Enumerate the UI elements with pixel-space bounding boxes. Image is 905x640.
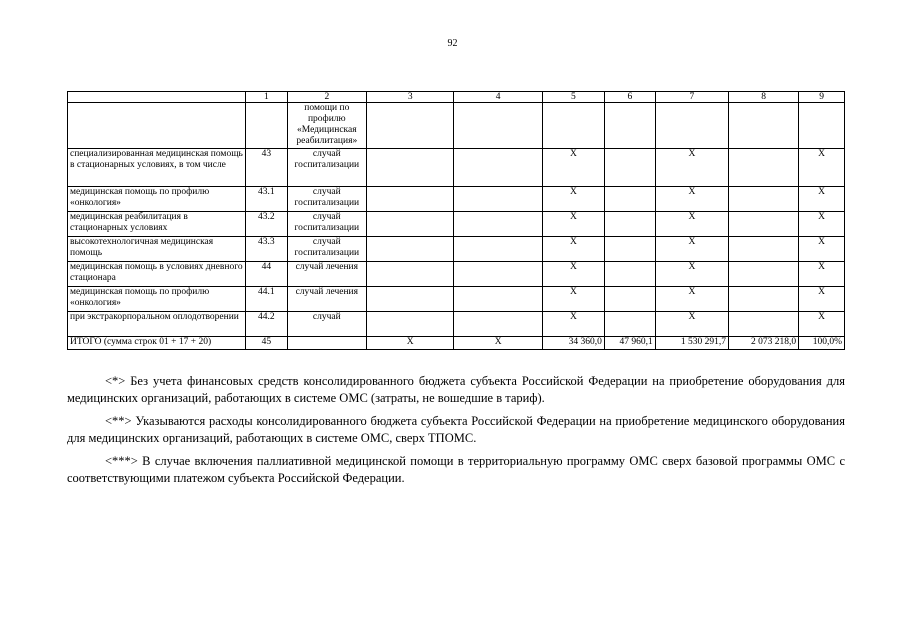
table-cell — [728, 103, 798, 149]
row-label: медицинская помощь по профилю «онкология» — [68, 287, 246, 312]
header-row — [68, 92, 845, 103]
row-code: 43 — [245, 149, 287, 187]
table-cell — [366, 187, 453, 212]
table-cell: 100,0% — [799, 337, 845, 350]
header-cell: 1 — [245, 92, 287, 103]
table-cell — [604, 287, 655, 312]
table-cell — [655, 103, 728, 149]
table-cell — [542, 103, 604, 149]
table-cell: X — [799, 149, 845, 187]
row-label — [68, 103, 246, 149]
row-unit: случай госпитализации — [287, 149, 366, 187]
row-code: 43.1 — [245, 187, 287, 212]
row-code — [245, 103, 287, 149]
row-unit: случай лечения — [287, 262, 366, 287]
table-row — [68, 212, 845, 237]
header-cell: 7 — [655, 92, 728, 103]
footnote-1: <*> Без учета финансовых средств консолидированного бюджета субъекта Российской Федерации на приобретение оборудования для медицинских организаций, работающих в системе ОМС (затраты, не вошедшие в тариф). — [67, 374, 845, 405]
table-row — [68, 103, 845, 149]
table-cell: X — [655, 212, 728, 237]
table-cell — [454, 187, 542, 212]
table-cell: 1 530 291,7 — [655, 337, 728, 350]
table-cell — [604, 149, 655, 187]
row-code: 44 — [245, 262, 287, 287]
row-label: при экстракорпоральном оплодотворении — [68, 312, 246, 337]
table-cell — [728, 287, 798, 312]
table-cell: X — [542, 287, 604, 312]
row-code: 43.2 — [245, 212, 287, 237]
table-cell: X — [454, 337, 542, 350]
table-cell — [604, 187, 655, 212]
table-cell — [604, 103, 655, 149]
row-unit: случай госпитализации — [287, 237, 366, 262]
table-cell — [799, 103, 845, 149]
row-unit: помощи по профилю «Медицинская реабилитация» — [287, 103, 366, 149]
header-cell: 6 — [604, 92, 655, 103]
header-cell: 9 — [799, 92, 845, 103]
data-table — [67, 91, 845, 350]
table-cell — [728, 187, 798, 212]
table-cell: 47 960,1 — [604, 337, 655, 350]
table-cell — [728, 312, 798, 337]
table-cell — [728, 262, 798, 287]
row-code: 44.2 — [245, 312, 287, 337]
table-cell — [366, 237, 453, 262]
row-label: ИТОГО (сумма строк 01 + 17 + 20) — [68, 337, 246, 350]
table-cell: X — [799, 212, 845, 237]
table-cell — [366, 312, 453, 337]
table-cell — [366, 262, 453, 287]
row-unit — [287, 337, 366, 350]
table-cell: 2 073 218,0 — [728, 337, 798, 350]
table-cell: X — [542, 187, 604, 212]
table-cell: X — [799, 237, 845, 262]
header-cell: 5 — [542, 92, 604, 103]
table-row — [68, 337, 845, 350]
table-cell — [454, 262, 542, 287]
row-label: специализированная медицинская помощь в стационарных условиях, в том числе — [68, 149, 246, 187]
table-cell: X — [542, 237, 604, 262]
row-unit: случай лечения — [287, 287, 366, 312]
table-cell: X — [655, 149, 728, 187]
table-cell: X — [542, 212, 604, 237]
table-cell: X — [799, 187, 845, 212]
table-row — [68, 287, 845, 312]
table-cell — [728, 149, 798, 187]
table-cell: X — [655, 237, 728, 262]
header-cell: 2 — [287, 92, 366, 103]
table-cell — [454, 212, 542, 237]
table-cell — [366, 287, 453, 312]
table-cell — [366, 103, 453, 149]
page-number: 92 — [447, 38, 458, 49]
table-cell — [604, 262, 655, 287]
table-row — [68, 149, 845, 187]
table-cell — [454, 312, 542, 337]
table-cell — [728, 212, 798, 237]
table-cell: X — [655, 287, 728, 312]
table-cell — [454, 149, 542, 187]
table-row — [68, 187, 845, 212]
table-row — [68, 262, 845, 287]
table-cell — [604, 212, 655, 237]
row-unit: случай — [287, 312, 366, 337]
table-cell: 34 360,0 — [542, 337, 604, 350]
row-label: медицинская реабилитация в стационарных условиях — [68, 212, 246, 237]
table-cell: X — [799, 312, 845, 337]
table-cell — [366, 212, 453, 237]
header-cell: 3 — [366, 92, 453, 103]
table-cell: X — [542, 312, 604, 337]
footnote-2: <**> Указываются расходы консолидированного бюджета субъекта Российской Федерации на приобретение медицинского оборудования для медицинских организаций, работающих в системе ОМС, сверх ТПОМС. — [67, 414, 845, 445]
header-cell: 8 — [728, 92, 798, 103]
table-row — [68, 237, 845, 262]
table-row — [68, 312, 845, 337]
row-code: 45 — [245, 337, 287, 350]
row-unit: случай госпитализации — [287, 187, 366, 212]
table-cell: X — [799, 287, 845, 312]
row-code: 43.3 — [245, 237, 287, 262]
table-cell — [454, 237, 542, 262]
row-label: медицинская помощь по профилю «онкология» — [68, 187, 246, 212]
header-cell — [68, 92, 246, 103]
row-label: высокотехнологичная медицинская помощь — [68, 237, 246, 262]
header-cell: 4 — [454, 92, 542, 103]
footnotes — [67, 373, 845, 493]
row-label: медицинская помощь в условиях дневного стационара — [68, 262, 246, 287]
table-cell: X — [655, 312, 728, 337]
table-cell: X — [799, 262, 845, 287]
row-code: 44.1 — [245, 287, 287, 312]
table-cell — [454, 103, 542, 149]
table-cell: X — [366, 337, 453, 350]
footnote-3: <***> В случае включения паллиативной медицинской помощи в территориальную программу ОМС сверх базовой программы ОМС с соответствующими платежом субъекта Российской Федерации. — [67, 454, 845, 485]
table-cell: X — [655, 187, 728, 212]
table-cell — [604, 237, 655, 262]
table-cell — [728, 237, 798, 262]
table-cell: X — [655, 262, 728, 287]
row-unit: случай госпитализации — [287, 212, 366, 237]
table-cell — [604, 312, 655, 337]
table-cell: X — [542, 149, 604, 187]
table-cell — [366, 149, 453, 187]
table-cell: X — [542, 262, 604, 287]
table-cell — [454, 287, 542, 312]
